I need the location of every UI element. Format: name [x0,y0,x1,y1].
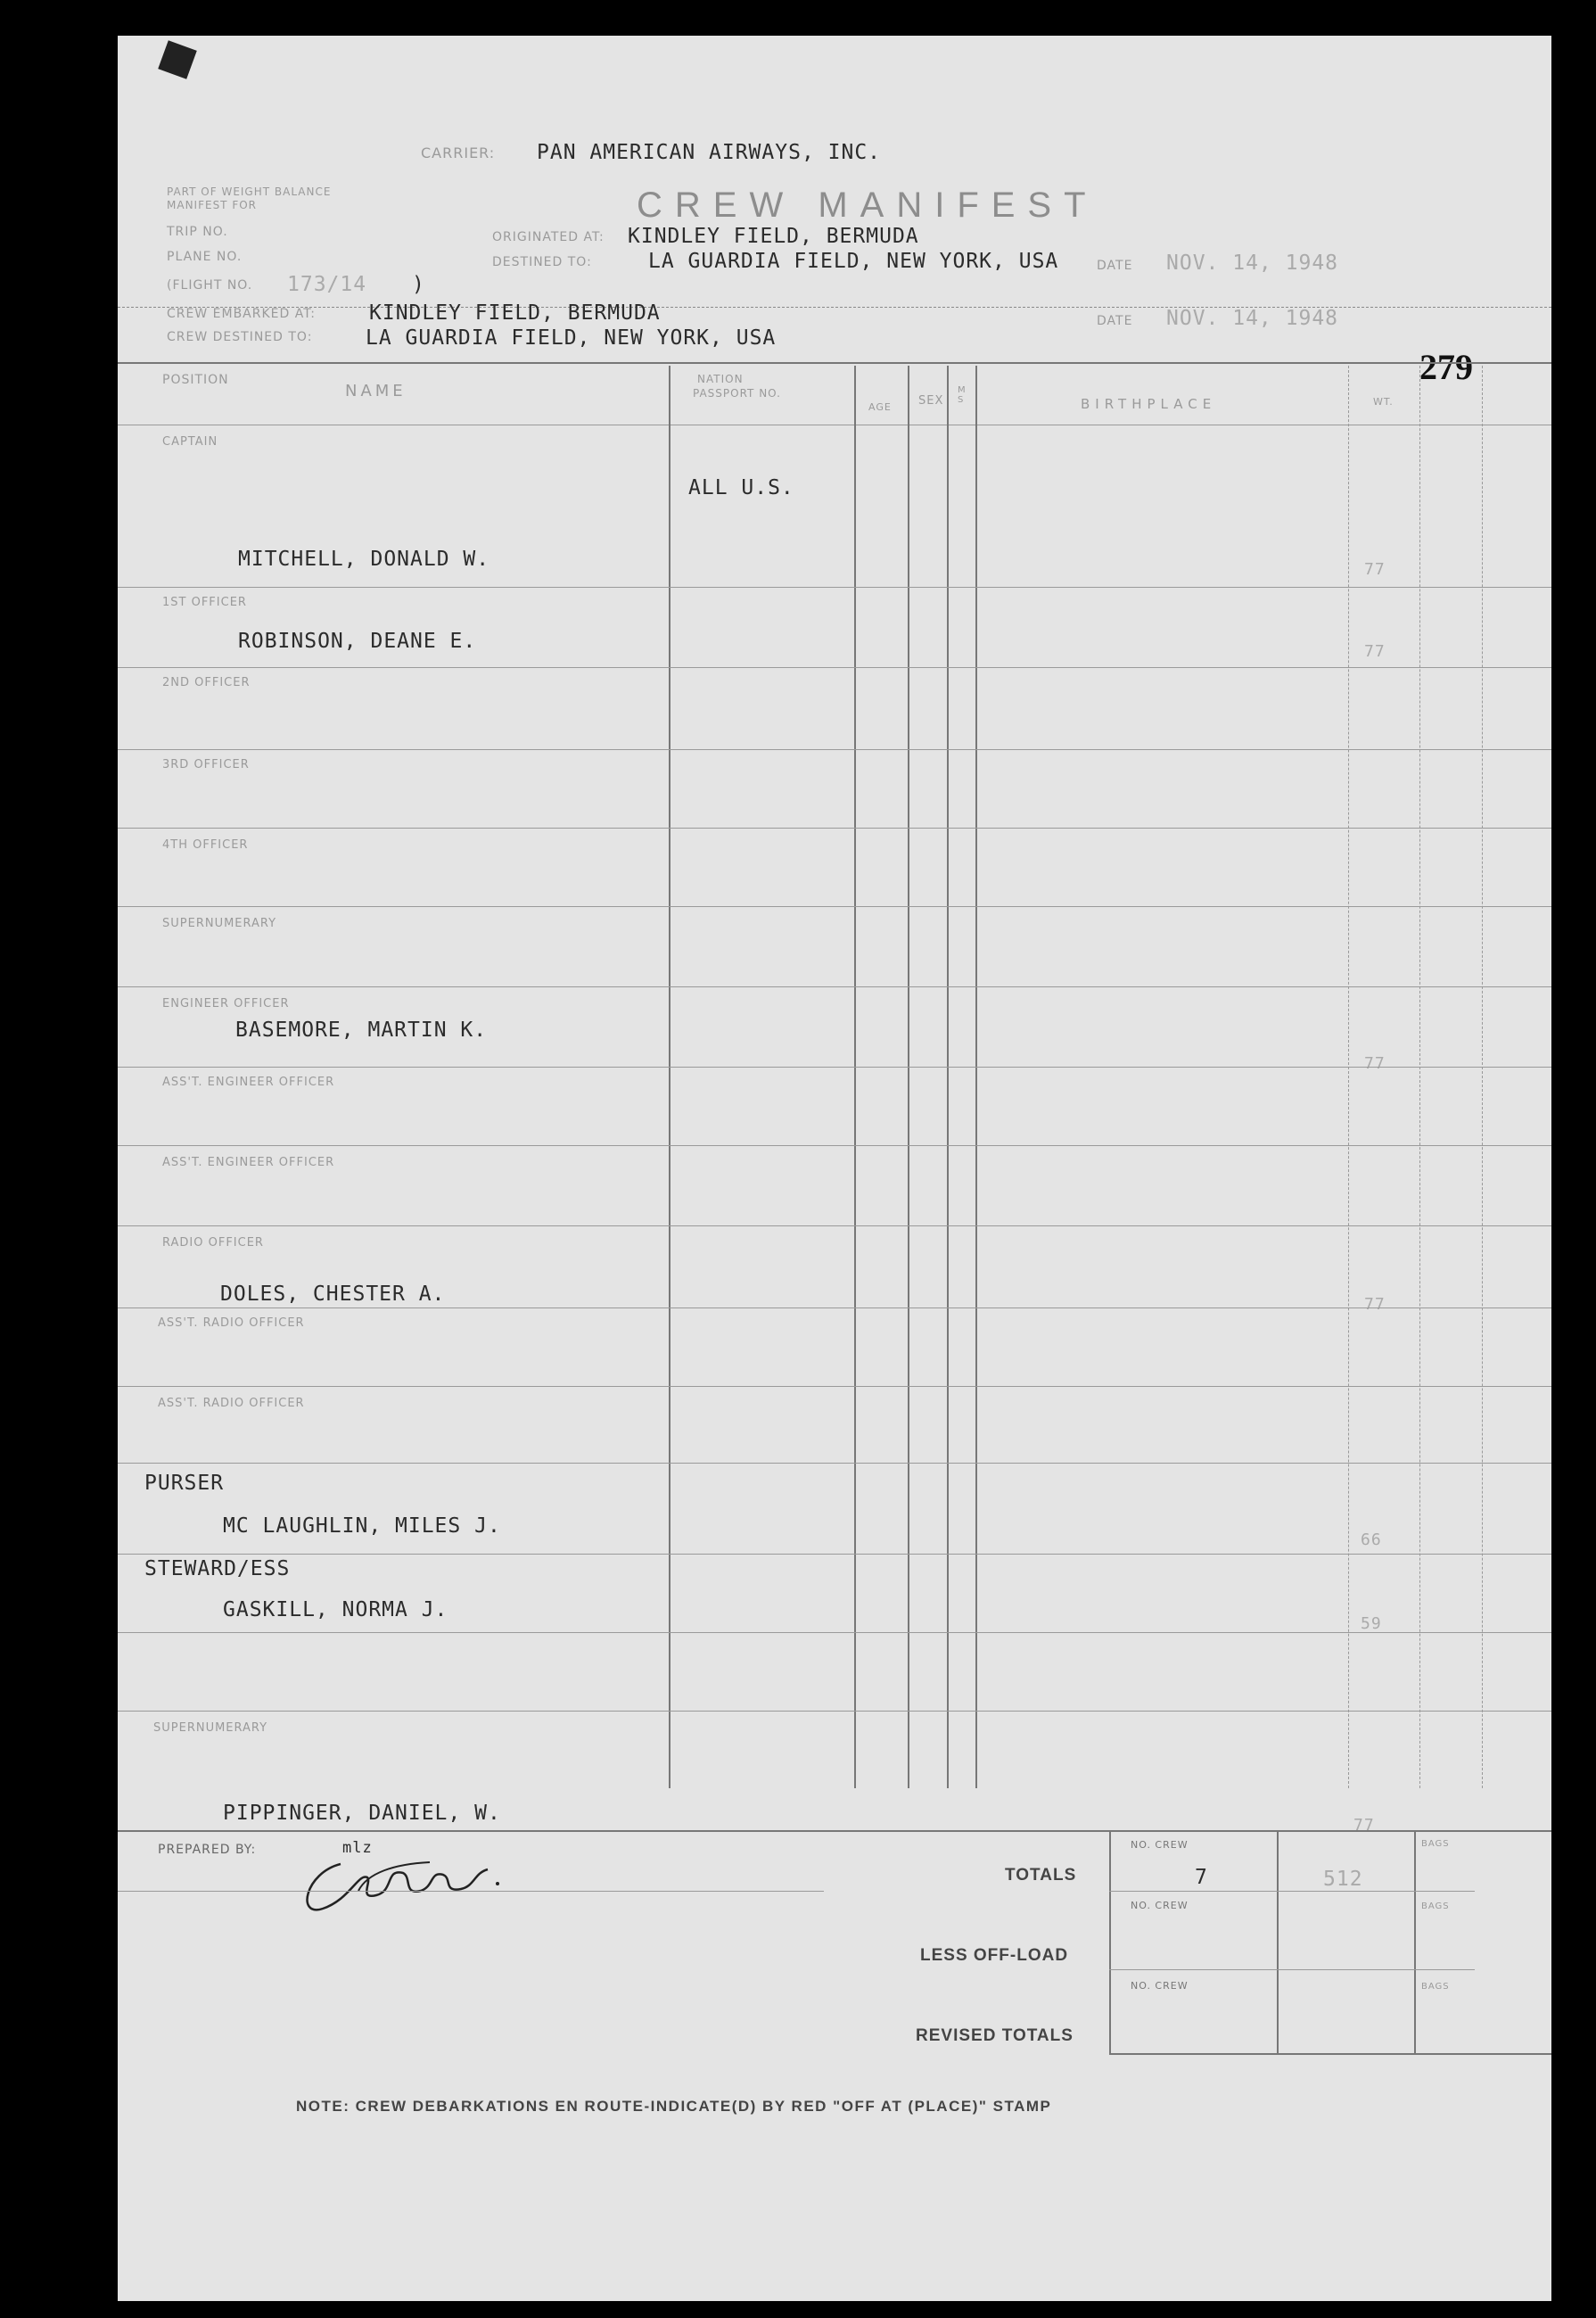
row-engineer-weight: 77 [1364,1054,1386,1073]
prepared-by-label: PREPARED BY: [158,1843,257,1857]
row-steward-weight: 59 [1361,1614,1382,1633]
row-radio-name: DOLES, CHESTER A. [220,1283,446,1306]
row-line [118,749,1551,750]
row-purser-weight: 66 [1361,1530,1382,1549]
manifest-title: CREW MANIFEST [637,186,1098,225]
date-label: DATE [1097,259,1133,273]
originated-value: KINDLEY FIELD, BERMUDA [628,225,919,248]
flight-no-label: (FLIGHT NO. [167,278,253,293]
row-asst-eng-2-position: ASS'T. ENGINEER OFFICER [162,1156,335,1169]
col-nation: NATION [697,373,744,385]
row-purser-name: MC LAUGHLIN, MILES J. [223,1514,501,1538]
revised-no-crew-label: NO. CREW [1131,1980,1189,1992]
totals-no-crew-value: 7 [1195,1866,1208,1889]
row-4th-position: 4TH OFFICER [162,838,249,852]
row-line [118,1386,1551,1387]
row-steward-name: GASKILL, NORMA J. [223,1598,448,1621]
row-radio-weight: 77 [1364,1295,1386,1314]
totals-label: TOTALS [1005,1866,1077,1885]
destined-label: DESTINED TO: [492,255,592,269]
row-1st-position: 1ST OFFICER [162,596,247,609]
revised-bags-label: BAGS [1421,1982,1450,1992]
carrier-value: PAN AMERICAN AIRWAYS, INC. [537,141,882,164]
flight-no-close: ) [412,273,425,296]
row-line [118,1632,1551,1633]
row-line [118,986,1551,987]
offload-no-crew-label: NO. CREW [1131,1900,1189,1911]
totals-box-left [1109,1830,1111,2053]
col-line-sex [947,366,949,1788]
col-line-nation [854,366,856,1788]
row-radio-position: RADIO OFFICER [162,1236,264,1250]
row-line [118,1145,1551,1146]
signature [287,1837,519,1948]
row-2nd-position: 2ND OFFICER [162,676,251,689]
revised-totals-label: REVISED TOTALS [916,2026,1074,2045]
row-line [118,1067,1551,1068]
row-line [118,828,1551,829]
row-line [118,667,1551,668]
page-number: 279 [1419,347,1473,387]
row-line [118,1554,1551,1555]
row-captain-position: CAPTAIN [162,435,218,449]
totals-box-right [1414,1830,1416,2053]
row-supernumerary-position: SUPERNUMERARY [162,917,277,930]
totals-box-mid [1277,1830,1279,2053]
row-line [118,1463,1551,1464]
date-value: NOV. 14, 1948 [1166,252,1339,275]
footer-note: NOTE: CREW DEBARKATIONS EN ROUTE-INDICATE(D) BY RED "OFF AT (PLACE)" STAMP [296,2098,1052,2115]
flight-no-value: 173/14 [287,273,367,296]
col-weight: WT. [1373,396,1394,408]
col-line-ms [975,366,977,1788]
col-ms: M S [958,385,966,405]
row-supernumerary-2-name: PIPPINGER, DANIEL, W. [223,1802,501,1825]
table-top-line [118,362,1551,364]
row-supernumerary-2-weight: 77 [1353,1816,1375,1835]
row-line [118,906,1551,907]
row-line [118,1711,1551,1712]
originated-label: ORIGINATED AT: [492,230,605,244]
row-asst-radio-2-position: ASS'T. RADIO OFFICER [158,1397,305,1410]
col-name: NAME [345,382,407,400]
prepared-line [118,1891,824,1892]
carrier-label: CARRIER: [421,144,496,161]
offload-bags-label: BAGS [1421,1901,1450,1911]
destined-value: LA GUARDIA FIELD, NEW YORK, USA [648,250,1059,273]
col-sex: SEX [918,394,944,408]
row-1st-weight: 77 [1364,642,1386,661]
col-line-weight [1419,366,1420,1788]
less-offload-label: LESS OFF-LOAD [920,1946,1069,1965]
row-asst-radio-1-position: ASS'T. RADIO OFFICER [158,1316,305,1330]
row-engineer-position: ENGINEER OFFICER [162,997,290,1011]
row-asst-eng-1-position: ASS'T. ENGINEER OFFICER [162,1076,335,1089]
weight-balance-label: PART OF WEIGHT BALANCE [167,186,332,198]
totals-bottom-line [1109,2053,1551,2055]
col-position: POSITION [162,373,229,387]
totals-bags-label: BAGS [1421,1839,1450,1849]
manifest-page [118,36,1551,2301]
col-age: AGE [868,401,892,413]
row-engineer-name: BASEMORE, MARTIN K. [235,1019,488,1042]
crew-destined-label: CREW DESTINED TO: [167,330,313,344]
trip-no-label: TRIP NO. [167,225,228,239]
row-3rd-position: 3RD OFFICER [162,758,250,771]
row-line [118,1307,1551,1308]
totals-no-crew-label: NO. CREW [1131,1839,1189,1851]
embarked-label: CREW EMBARKED AT: [167,307,316,321]
prepared-initials: mlz [342,1839,373,1857]
plane-no-label: PLANE NO. [167,250,243,264]
col-line-extra [1482,366,1483,1788]
row-line [118,587,1551,588]
col-line-birthplace [1348,366,1349,1788]
nationality-note: ALL U.S. [688,476,794,499]
manifest-for-label: MANIFEST FOR [167,199,258,211]
row-captain-weight: 77 [1364,560,1386,579]
totals-row-line [1109,1891,1475,1892]
corner-mark [158,40,197,79]
row-supernumerary-2-position: SUPERNUMERARY [153,1721,268,1735]
row-1st-name: ROBINSON, DEANE E. [238,630,477,653]
row-line [118,1225,1551,1226]
embarked-value: KINDLEY FIELD, BERMUDA [369,301,661,325]
col-passport: PASSPORT NO. [693,387,781,400]
date-label-2: DATE [1097,314,1133,328]
table-bottom-line [118,1830,1551,1832]
row-steward-position: STEWARD/ESS [144,1557,291,1580]
date-value-2: NOV. 14, 1948 [1166,307,1339,330]
totals-row-line [1109,1969,1475,1970]
row-captain-name: MITCHELL, DONALD W. [238,548,490,571]
col-birthplace: BIRTHPLACE [1081,396,1217,412]
totals-weight-value: 512 [1323,1868,1363,1891]
col-line-age [908,366,909,1788]
col-line-name [669,366,670,1788]
row-purser-position: PURSER [144,1472,225,1495]
crew-destined-value: LA GUARDIA FIELD, NEW YORK, USA [366,326,777,350]
